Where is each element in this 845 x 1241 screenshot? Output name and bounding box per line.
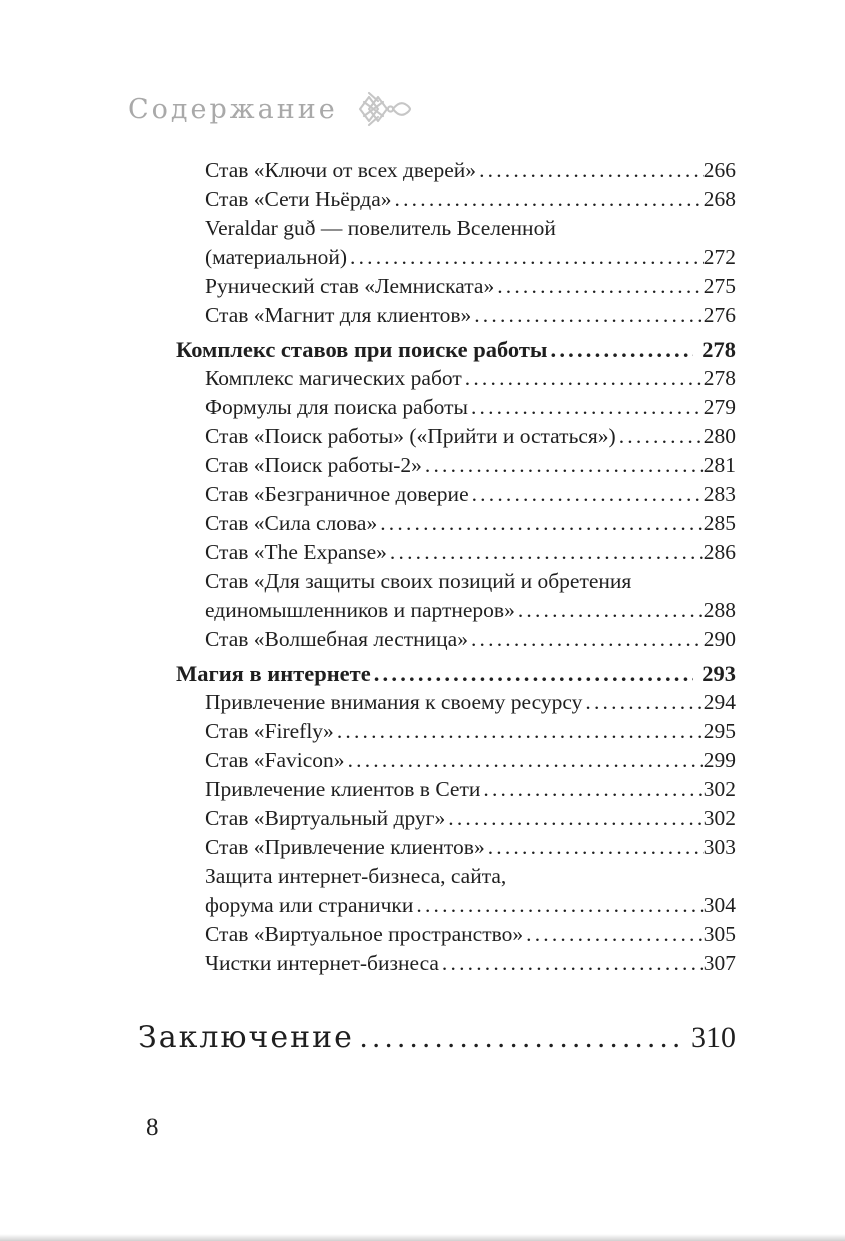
toc-page-number: 302 bbox=[703, 806, 736, 830]
toc-entry-title: Veraldar guð — повелитель Вселенной bbox=[205, 216, 556, 240]
toc-page-number: 295 bbox=[703, 719, 736, 743]
dot-leader bbox=[619, 422, 704, 451]
dot-leader bbox=[348, 746, 704, 775]
toc-conclusion-row bbox=[138, 1016, 736, 1060]
toc-entry-title: Привлечение внимания к своему ресурсу bbox=[205, 690, 583, 714]
toc-entry-title: Став «Виртуальный друг» bbox=[205, 806, 446, 830]
toc-row bbox=[176, 659, 736, 688]
toc-page-number: 299 bbox=[703, 748, 736, 772]
toc-row bbox=[176, 567, 736, 596]
dot-leader bbox=[425, 451, 704, 480]
toc-entry-title: Магия в интернете bbox=[176, 661, 371, 686]
toc-row bbox=[176, 949, 736, 978]
toc-entry-title: Чистки интернет-бизнеса bbox=[205, 951, 439, 975]
toc-page-number: 266 bbox=[703, 158, 736, 182]
dot-leader bbox=[497, 272, 704, 301]
toc-page-number: 275 bbox=[703, 274, 736, 298]
toc-row bbox=[176, 891, 736, 920]
dot-leader bbox=[360, 1016, 679, 1060]
toc-row bbox=[176, 509, 736, 538]
toc-page-number: 279 bbox=[703, 395, 736, 419]
toc-entry-title: форума или странички bbox=[205, 893, 414, 917]
toc-row bbox=[176, 596, 736, 625]
toc-page-number: 302 bbox=[703, 777, 736, 801]
toc-row bbox=[176, 688, 736, 717]
toc-row bbox=[176, 625, 736, 654]
toc-page-number: 294 bbox=[703, 690, 736, 714]
toc-page-number: 281 bbox=[703, 453, 736, 477]
toc-entry-title: Став «Сила слова» bbox=[205, 511, 378, 535]
toc-row bbox=[176, 451, 736, 480]
toc-row bbox=[176, 833, 736, 862]
toc-page-number: 288 bbox=[703, 598, 736, 622]
toc-entry-title: Став «Магнит для клиентов» bbox=[205, 303, 472, 327]
dot-leader bbox=[518, 596, 704, 625]
toc-row bbox=[176, 364, 736, 393]
toc-entry-title: Комплекс ставов при поиске работы bbox=[176, 337, 548, 362]
toc-entry-title: Формулы для поиска работы bbox=[205, 395, 468, 419]
toc-row bbox=[176, 393, 736, 422]
toc-page-number: 286 bbox=[703, 540, 736, 564]
toc-page-number: 280 bbox=[703, 424, 736, 448]
toc-page-number: 272 bbox=[703, 245, 736, 269]
dot-leader bbox=[471, 625, 704, 654]
toc-entry-title: Став «Безграничное доверие bbox=[205, 482, 469, 506]
dot-leader bbox=[416, 891, 703, 920]
toc-row bbox=[176, 480, 736, 509]
toc-list bbox=[176, 156, 736, 978]
conclusion-page-number: 310 bbox=[691, 1021, 736, 1054]
toc-entry-title: Став «Favicon» bbox=[205, 748, 345, 772]
dot-leader bbox=[350, 243, 704, 272]
toc-entry-title: Став «Поиск работы-2» bbox=[205, 453, 422, 477]
dot-leader bbox=[390, 538, 704, 567]
dot-leader bbox=[474, 301, 704, 330]
toc-entry-title: Став «Firefly» bbox=[205, 719, 334, 743]
dot-leader bbox=[442, 949, 704, 978]
dot-leader bbox=[380, 509, 704, 538]
dot-leader bbox=[585, 688, 703, 717]
toc-page-number: 304 bbox=[703, 893, 736, 917]
dot-leader bbox=[465, 364, 704, 393]
toc-row bbox=[176, 422, 736, 451]
dot-leader bbox=[526, 920, 704, 949]
toc-entry-title: Став «Поиск работы» («Прийти и остаться») bbox=[205, 424, 616, 448]
dot-leader bbox=[471, 393, 704, 422]
dot-leader bbox=[337, 717, 704, 746]
toc-page-number: 285 bbox=[703, 511, 736, 535]
toc-entry-title: Став «The Expanse» bbox=[205, 540, 387, 564]
dot-leader bbox=[479, 156, 704, 185]
contents-title: Содержание bbox=[128, 93, 338, 125]
dot-leader bbox=[483, 775, 703, 804]
dot-leader bbox=[395, 185, 704, 214]
toc-entry-title: (материальной) bbox=[205, 245, 347, 269]
toc-row bbox=[176, 804, 736, 833]
toc-page-number: 278 bbox=[703, 366, 736, 390]
toc-row bbox=[176, 214, 736, 243]
knot-ornament-icon bbox=[354, 88, 412, 130]
toc-entry-title: единомышленников и партнеров» bbox=[205, 598, 515, 622]
toc-row bbox=[176, 538, 736, 567]
toc-row bbox=[176, 272, 736, 301]
dot-leader bbox=[448, 804, 704, 833]
toc-row bbox=[176, 301, 736, 330]
toc-page-number: 303 bbox=[703, 835, 736, 859]
toc-entry-title: Комплекс магических работ bbox=[205, 366, 462, 390]
toc-page-number: 283 bbox=[703, 482, 736, 506]
contents-header bbox=[128, 88, 412, 130]
toc-entry-title: Став «Сети Ньёрда» bbox=[205, 187, 392, 211]
toc-row bbox=[176, 243, 736, 272]
toc-page-number: 305 bbox=[703, 922, 736, 946]
toc-entry-title: Защита интернет-бизнеса, сайта, bbox=[205, 864, 507, 888]
toc-page-number: 268 bbox=[703, 187, 736, 211]
page-number: 8 bbox=[146, 1114, 159, 1141]
toc-row bbox=[176, 746, 736, 775]
toc-row bbox=[176, 335, 736, 364]
toc-entry-title: Привлечение клиентов в Сети bbox=[205, 777, 481, 801]
toc-page-number: 307 bbox=[703, 951, 736, 975]
toc-entry-title: Став «Ключи от всех дверей» bbox=[205, 158, 477, 182]
toc-row bbox=[176, 862, 736, 891]
dot-leader bbox=[488, 833, 704, 862]
toc-row bbox=[176, 185, 736, 214]
dot-leader bbox=[472, 480, 704, 509]
toc-row bbox=[176, 156, 736, 185]
toc-page-number: 290 bbox=[703, 627, 736, 651]
toc-page-number: 293 bbox=[702, 661, 736, 686]
toc-row bbox=[176, 920, 736, 949]
toc-page-number: 276 bbox=[703, 303, 736, 327]
toc-row bbox=[176, 717, 736, 746]
toc-page-number: 278 bbox=[702, 337, 736, 362]
toc-entry-title: Став «Для защиты своих позиций и обретения bbox=[205, 569, 632, 593]
toc-row bbox=[176, 775, 736, 804]
toc-entry-title: Рунический став «Лемниската» bbox=[205, 274, 495, 298]
toc-entry-title: Став «Виртуальное пространство» bbox=[205, 922, 524, 946]
dot-leader bbox=[374, 659, 694, 688]
toc-entry-title: Став «Привлечение клиентов» bbox=[205, 835, 485, 859]
toc-entry-title: Став «Волшебная лестница» bbox=[205, 627, 468, 651]
dot-leader bbox=[551, 335, 694, 364]
conclusion-title: Заключение bbox=[138, 1020, 354, 1055]
